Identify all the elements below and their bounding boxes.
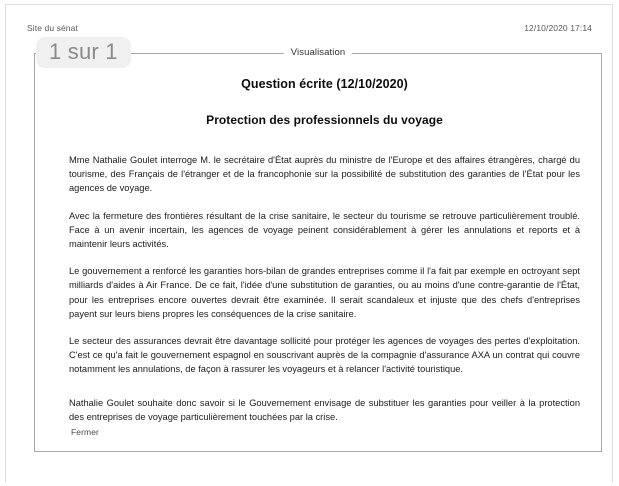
visualisation-legend: Visualisation (284, 47, 352, 58)
printed-page-sheet (5, 4, 613, 482)
print-timestamp: 12/10/2020 17:14 (524, 23, 592, 33)
document-title: Question écrite (12/10/2020) (241, 77, 408, 91)
page-counter-badge: 1 sur 1 (36, 37, 131, 68)
site-label: Site du sénat (27, 23, 78, 33)
document-paragraph: Avec la fermeture des frontières résultant de la crise sanitaire, le secteur du tourisme se retrouve particulièrement troublé. Face à un avenir incertain, les agences de voyage peinent considérablement à gérer les annulations et reports et à maintenir leurs activités. (69, 210, 580, 250)
document-paragraph: Le gouvernement a renforcé les garanties hors-bilan de grandes entreprises comme il l'a fait par exemple en octroyant sept milliards d'aides à Air France. De ce fait, l'idée d'une substitution de garanties, ou au moins d'une contre-garantie de l'État, pour les entreprises encore ouvertes devrait être examinée. Il serait scandaleux et injuste que des chefs d'entreprises payent sur leurs biens propres les conséquences de la crise sanitaire. (69, 266, 580, 319)
document-paragraph: Mme Nathalie Goulet interroge M. le secrétaire d'État auprès du ministre de l'Europe et des affaires étrangères, chargé du tourisme, des Français de l'étranger et de la francophonie sur la possibilité de substitution des garanties de l'État pour les agences de voyage. (69, 155, 580, 194)
document-body (69, 69, 580, 424)
document-paragraphs (69, 127, 580, 424)
running-head (27, 23, 592, 37)
document-paragraph: Le secteur des assurances devrait être davantage sollicité pour protéger les agences de voyages des pertes d'exploitation. C'est ce qu'a fait le gouvernement espagnol en souscrivant auprès de la compagnie d'assurance AXA un contrat qui couvre notamment les annulations, de façon à rassurer les voyageurs et à relancer l'activité touristique. (69, 336, 580, 375)
document-subtitle: Protection des professionnels du voyage (206, 113, 443, 127)
document-paragraph: Nathalie Goulet souhaite donc savoir si le Gouvernement envisage de substituer les garanties pour veiller à la protection des entreprises de voyage particulièrement touchées par la crise. (69, 397, 580, 422)
close-button[interactable]: Fermer (71, 427, 99, 437)
